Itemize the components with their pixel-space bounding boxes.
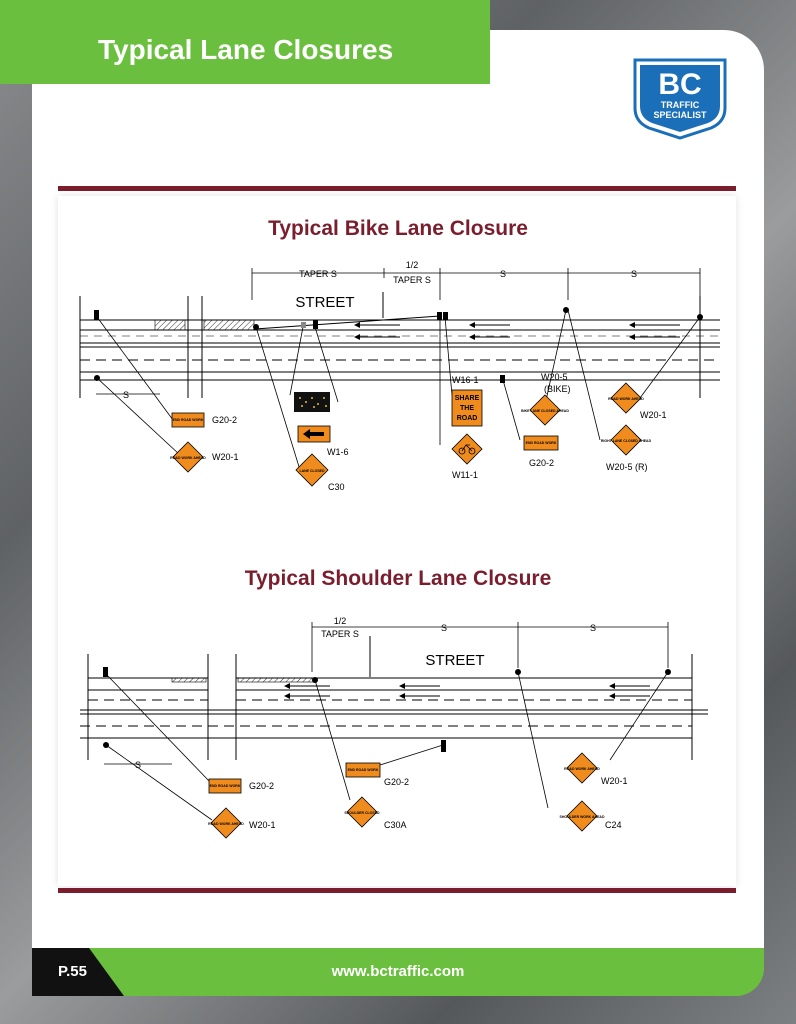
shoulder-dim-s1: S xyxy=(440,623,448,633)
bike-code-w20-1: W20-1 xyxy=(212,452,239,462)
shoulder-code-w20-1-b: W20-1 xyxy=(601,776,628,786)
bike-sign-share-the-road xyxy=(452,390,482,426)
shoulder-code-g20-2: G20-2 xyxy=(249,781,275,791)
bike-sign-w20-1-b xyxy=(608,383,644,413)
bike-sign-w20-1 xyxy=(170,442,206,472)
shoulder-sign-c30a xyxy=(344,797,380,827)
logo-line2: SPECIALIST xyxy=(653,110,707,120)
svg-text:ROAD: ROAD xyxy=(456,415,478,422)
shoulder-sign-w20-1-b xyxy=(564,753,600,783)
footer-url[interactable]: www.bctraffic.com xyxy=(331,963,465,980)
shoulder-dim-half: 1/2 xyxy=(333,616,347,626)
logo-line1: TRAFFIC xyxy=(660,100,700,110)
shoulder-code-c24: C24 xyxy=(605,820,622,830)
bike-sign-g20-2-b xyxy=(524,436,558,450)
logo-main: BC xyxy=(658,68,702,101)
shoulder-code-w20-1: W20-1 xyxy=(249,820,276,830)
svg-text:END ROAD WORK: END ROAD WORK xyxy=(347,768,379,772)
shoulder-sign-c24 xyxy=(560,801,605,831)
page-title: Typical Lane Closures xyxy=(98,34,394,65)
bike-sign-g20-2 xyxy=(172,413,204,427)
bike-code-w11-1: W11-1 xyxy=(452,470,478,480)
bike-code-bike-paren: (BIKE) xyxy=(544,384,571,394)
shoulder-dim-s2: S xyxy=(589,623,597,633)
bike-sign-flashing-arrow-board xyxy=(294,392,330,412)
shoulder-sign-g20-2 xyxy=(209,779,241,793)
svg-text:ROAD WORK AHEAD: ROAD WORK AHEAD xyxy=(170,456,206,460)
bike-code-w20-5: W20-5 xyxy=(541,372,568,382)
shoulder-sign-g20-2-b xyxy=(346,763,380,777)
shoulder-code-c30a: C30A xyxy=(384,820,407,830)
bike-dim-s1: S xyxy=(499,269,507,279)
bike-dim-half: 1/2 xyxy=(405,260,419,270)
bike-street-label: STREET xyxy=(295,294,355,311)
bike-sign-w1-6 xyxy=(298,426,330,442)
bike-code-c30: C30 xyxy=(328,482,345,492)
bike-section-title: Typical Bike Lane Closure xyxy=(268,217,528,240)
svg-text:ROAD WORK AHEAD: ROAD WORK AHEAD xyxy=(208,822,244,826)
bike-code-w20-1-b: W20-1 xyxy=(640,410,667,420)
svg-text:RIGHT LANE CLOSED AHEAD: RIGHT LANE CLOSED AHEAD xyxy=(600,439,652,443)
bike-dimension-lines xyxy=(96,268,700,394)
shoulder-street-label: STREET xyxy=(425,652,485,669)
bike-code-g20-2-b: G20-2 xyxy=(529,458,555,468)
bike-dim-s-left: S xyxy=(122,390,130,400)
shoulder-leader-lines xyxy=(106,672,668,820)
bike-dim-taper: TAPER S xyxy=(299,269,337,279)
shoulder-roadway xyxy=(80,636,708,760)
shoulder-dimension-lines xyxy=(104,622,668,764)
svg-text:SHOULDER CLOSED: SHOULDER CLOSED xyxy=(344,811,380,815)
bike-roadway xyxy=(80,292,720,398)
bike-code-w1-6: W1-6 xyxy=(327,447,349,457)
bike-code-g20-2: G20-2 xyxy=(212,415,238,425)
bike-code-w20-5-r: W20-5 (R) xyxy=(606,462,648,472)
svg-text:ROAD WORK AHEAD: ROAD WORK AHEAD xyxy=(608,397,644,401)
svg-text:LANE CLOSED: LANE CLOSED xyxy=(299,469,325,473)
shoulder-dim-s-left: S xyxy=(134,760,142,770)
svg-text:BIKE LANE CLOSED AHEAD: BIKE LANE CLOSED AHEAD xyxy=(521,409,569,413)
bike-sign-bike-lane-closed xyxy=(521,395,569,425)
svg-text:END ROAD WORK: END ROAD WORK xyxy=(209,784,241,788)
shoulder-dim-half-taper: TAPER S xyxy=(321,629,359,639)
shoulder-section-title: Typical Shoulder Lane Closure xyxy=(244,567,552,590)
bike-dim-half-taper: TAPER S xyxy=(393,275,431,285)
svg-text:SHARE: SHARE xyxy=(454,395,480,402)
bike-dim-s2: S xyxy=(630,269,638,279)
bike-sign-w11-1-bicycle xyxy=(452,434,482,464)
bike-sign-c30 xyxy=(296,454,328,486)
bike-sign-right-lane-closed xyxy=(601,425,652,455)
page-number: P.55 xyxy=(58,963,87,980)
shoulder-code-g20-2-b: G20-2 xyxy=(384,777,410,787)
svg-text:END ROAD WORK: END ROAD WORK xyxy=(525,441,557,445)
svg-text:ROAD WORK AHEAD: ROAD WORK AHEAD xyxy=(564,767,600,771)
svg-text:THE: THE xyxy=(460,405,474,412)
bike-traffic-arrows xyxy=(355,325,680,337)
svg-text:SHOULDER WORK AHEAD: SHOULDER WORK AHEAD xyxy=(559,815,605,819)
svg-text:END ROAD WORK: END ROAD WORK xyxy=(172,418,204,422)
shoulder-sign-w20-1 xyxy=(208,808,244,838)
shoulder-traffic-arrows xyxy=(285,686,650,696)
bike-code-w16-1: W16-1 xyxy=(452,375,479,385)
